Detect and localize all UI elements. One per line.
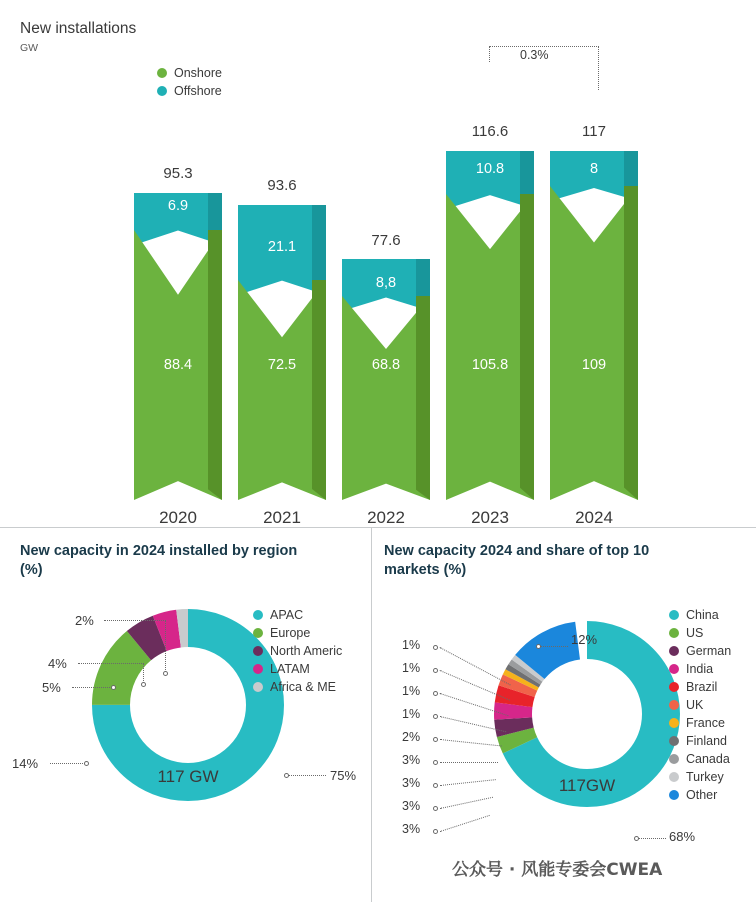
x-axis-tick-2020: 2020 xyxy=(159,508,197,527)
donut-callout-2: 2% xyxy=(75,613,94,628)
legend-color-swatch-us xyxy=(669,628,679,638)
donut-callout-line-5 xyxy=(72,687,112,688)
markets-callout-12: 12% xyxy=(571,632,598,647)
legend-label-other: Other xyxy=(686,788,718,802)
legend-color-swatch-turkey xyxy=(669,772,679,782)
axis-unit-label: GW xyxy=(20,42,39,54)
donut-callout-dot-2 xyxy=(163,671,168,676)
bar-side-shade-onshore-2024 xyxy=(624,186,638,500)
donut-callout-line-14 xyxy=(50,763,85,764)
donut-callout-dot-14 xyxy=(84,761,89,766)
donut-center-label-markets: 117GW xyxy=(558,776,616,795)
x-axis-tick-2021: 2021 xyxy=(263,508,301,527)
bar-segment-label-onshore-2024: 109 xyxy=(581,357,607,373)
legend-color-swatch-apac xyxy=(253,610,263,620)
markets-callout-line-12 xyxy=(540,646,568,647)
markets-callout-line-3-a xyxy=(440,762,498,763)
legend-label-europe: Europe xyxy=(270,626,311,640)
donut-center-label-region: 117 GW xyxy=(157,767,219,786)
legend-label-offshore: Offshore xyxy=(174,84,222,98)
markets-callout-dot-2 xyxy=(433,737,438,742)
legend-label-latam: LATAM xyxy=(270,662,310,676)
bar-segment-label-onshore-2021: 72.5 xyxy=(267,357,297,373)
bar-side-shade-onshore-2022 xyxy=(416,296,430,500)
legend-item-germany xyxy=(669,644,731,658)
legend-item-latam xyxy=(253,662,342,676)
bar-group-2021 xyxy=(238,27,326,527)
bar-total-label-2021: 93.6 xyxy=(267,177,297,194)
watermark-text: 公众号 · 风能专委会CWEA xyxy=(452,860,663,880)
legend-label-finland: Finland xyxy=(686,734,727,748)
legend-color-swatch-france xyxy=(669,718,679,728)
markets-callout-2: 2% xyxy=(402,730,421,744)
legend-item-other xyxy=(669,788,731,802)
legend-label-onshore: Onshore xyxy=(174,66,222,80)
donut-legend-markets xyxy=(669,608,731,806)
legend-color-swatch-china xyxy=(669,610,679,620)
x-axis-tick-2024: 2024 xyxy=(575,508,613,527)
panel-title-region: New capacity in 2024 installed by region (%) xyxy=(20,543,298,578)
markets-callout-68: 68% xyxy=(669,829,696,844)
region-share-donut-panel xyxy=(0,528,370,902)
donut-callout-75: 75% xyxy=(330,768,357,783)
donut-callout-line-2-h xyxy=(104,620,166,621)
markets-callout-dot-68 xyxy=(634,836,639,841)
legend-label-india: India xyxy=(686,662,714,676)
bar-group-2020 xyxy=(134,27,222,527)
markets-callout-3-d: 3% xyxy=(402,822,421,836)
markets-callout-dot-1-a xyxy=(433,645,438,650)
markets-callout-dot-12 xyxy=(536,644,541,649)
legend-item-us xyxy=(669,626,731,640)
legend-color-swatch-other xyxy=(669,790,679,800)
markets-callout-dot-3-b xyxy=(433,783,438,788)
bar-group-2022 xyxy=(342,27,430,527)
bar-segment-label-offshore-2020: 6.9 xyxy=(167,198,189,214)
legend-item-africa-me xyxy=(253,680,342,694)
legend-item-europe xyxy=(253,626,342,640)
bar-total-label-2022: 77.6 xyxy=(371,232,401,249)
bar-group-2024 xyxy=(550,27,638,527)
donut-callout-5: 5% xyxy=(42,680,61,695)
legend-label-africa-me: Africa & ME xyxy=(270,680,336,694)
legend-color-swatch-finland xyxy=(669,736,679,746)
legend-label-turkey: Turkey xyxy=(686,770,724,784)
legend-item-uk xyxy=(669,698,731,712)
donut-callout-line-4-h xyxy=(78,663,144,664)
bar-segment-label-onshore-2020: 88.4 xyxy=(163,357,193,373)
markets-callout-dot-3-c xyxy=(433,806,438,811)
legend-label-uk: UK xyxy=(686,698,704,712)
bar-segment-label-onshore-2023: 105.8 xyxy=(471,357,509,373)
legend-label-apac: APAC xyxy=(270,608,304,622)
bar-segment-label-offshore-2023: 10.8 xyxy=(475,161,505,177)
legend-color-swatch-brazil xyxy=(669,682,679,692)
legend-item-brazil xyxy=(669,680,731,694)
x-axis-tick-2022: 2022 xyxy=(367,508,405,527)
donut-legend-region xyxy=(253,608,342,698)
legend-item-turkey xyxy=(669,770,731,784)
bar-segment-label-offshore-2022: 8,8 xyxy=(375,275,397,291)
legend-color-swatch-germany xyxy=(669,646,679,656)
legend-item-finland xyxy=(669,734,731,748)
markets-callout-dot-1-d xyxy=(433,714,438,719)
legend-color-swatch-africa-me xyxy=(253,682,263,692)
growth-annotation-label: 0.3% xyxy=(520,48,549,62)
legend-label-us: US xyxy=(686,626,704,640)
legend-color-swatch-north-america xyxy=(253,646,263,656)
legend-color-swatch-canada xyxy=(669,754,679,764)
page-title: New installations xyxy=(20,20,137,37)
bar-total-label-2024: 117 xyxy=(582,123,606,140)
donut-callout-line-4-v xyxy=(143,663,144,683)
legend-label-china: China xyxy=(686,608,719,622)
legend-item-india xyxy=(669,662,731,676)
donut-callout-dot-75 xyxy=(284,773,289,778)
bar-segment-label-offshore-2021: 21.1 xyxy=(267,239,297,255)
markets-callout-dot-3-a xyxy=(433,760,438,765)
markets-callout-1-d: 1% xyxy=(402,707,421,721)
markets-callout-1-c: 1% xyxy=(402,684,421,698)
top-markets-donut-panel xyxy=(371,528,756,902)
legend-item-canada xyxy=(669,752,731,766)
legend-label-brazil: Brazil xyxy=(686,680,718,694)
donut-callout-14: 14% xyxy=(12,756,39,771)
markets-callout-3-b: 3% xyxy=(402,776,421,790)
bar-total-label-2020: 95.3 xyxy=(163,165,193,182)
bar-total-label-2023: 116.6 xyxy=(471,123,509,140)
bar-segment-label-offshore-2024: 8 xyxy=(589,161,599,177)
markets-callout-dot-3-d xyxy=(433,829,438,834)
donut-callout-line-2-v xyxy=(165,620,166,672)
x-axis-tick-2023: 2023 xyxy=(471,508,509,527)
markets-callout-3-a: 3% xyxy=(402,753,421,767)
legend-color-swatch-europe xyxy=(253,628,263,638)
legend-item-france xyxy=(669,716,731,730)
markets-callout-dot-1-b xyxy=(433,668,438,673)
legend-item-apac xyxy=(253,608,342,622)
donut-callout-dot-4 xyxy=(141,682,146,687)
legend-item-china xyxy=(669,608,731,622)
bar-side-shade-onshore-2021 xyxy=(312,280,326,500)
legend-item-north-america xyxy=(253,644,342,658)
legend-label-north-america: North Americ xyxy=(270,644,343,658)
legend-color-swatch-latam xyxy=(253,664,263,674)
donut-callout-dot-5 xyxy=(111,685,116,690)
bar-segment-label-onshore-2022: 68.8 xyxy=(371,357,401,373)
legend-color-swatch-india xyxy=(669,664,679,674)
panel-title-markets: New capacity 2024 and share of top 10 markets (%) xyxy=(384,543,650,578)
markets-callout-line-68 xyxy=(638,838,666,839)
legend-label-canada: Canada xyxy=(686,752,730,766)
donut-callout-4: 4% xyxy=(48,656,67,671)
legend-color-swatch-uk xyxy=(669,700,679,710)
legend-label-germany: German xyxy=(686,644,732,658)
markets-callout-1-b: 1% xyxy=(402,661,421,675)
markets-callout-3-c: 3% xyxy=(402,799,421,813)
bar-group-2023 xyxy=(446,27,534,527)
markets-callout-dot-1-c xyxy=(433,691,438,696)
bar-side-shade-onshore-2023 xyxy=(520,194,534,500)
legend-label-france: France xyxy=(686,716,725,730)
donut-callout-line-75 xyxy=(288,775,326,776)
markets-callout-1-a: 1% xyxy=(402,638,421,652)
